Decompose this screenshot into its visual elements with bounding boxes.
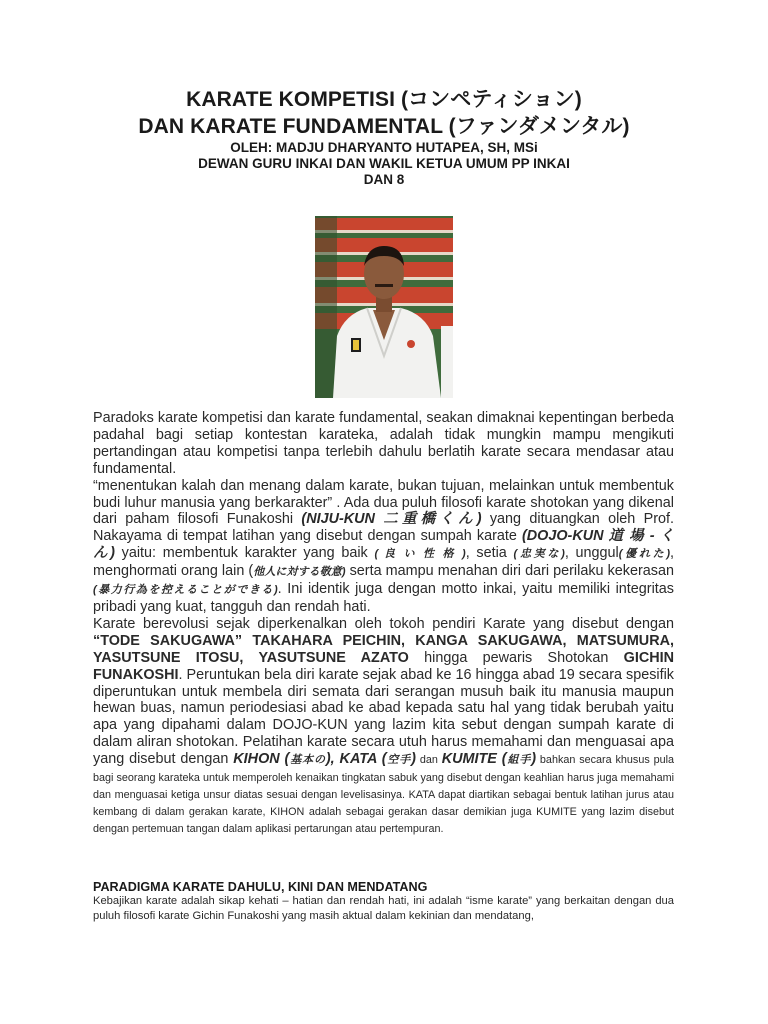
section-heading: PARADIGMA KARATE DAHULU, KINI DAN MENDATANG	[93, 880, 428, 894]
niju-kun-term: (NIJU-KUN 二重橋くん)	[301, 511, 482, 528]
paragraph-history-small: bahkan secara khusus pula bagi seorang karateka untuk memperoleh kenaikan tingkatan sabuk yang disebut dengan keahlian harus juga memahami dan menguasai ketiga unsur diatas sesuai dengan levelisasinya. KATA dapat diartikan sebagai bentuk latihan jurus atau kembang di dalam gerakan karate, KIHON adalah sebagai gerakan dasar demikian juga KUMITE yang lazim disebut dengan pertemuan tangan dalam aplikasi pertarungan atau pertempuran.	[93, 754, 675, 835]
dojo-kun-term: (DOJO-KUN 道 場 - く ん)	[93, 528, 674, 562]
title-line-2: DAN KARATE FUNDAMENTAL (ファンダメンタル)	[138, 115, 630, 138]
paragraph-history: Karate berevolusi sejak diperkenalkan oleh tokoh pendiri Karate yang disebut dengan “TODE SAKUGAWA” TAKAHARA PEICHIN, KANGA SAKUGAWA, MATSUMURA, YASUTSUNE ITOSU, YASUTSUNE AZATO hingga pewaris Shotokan GICHIN FUNAKOSHI. Peruntukan bela diri karate sejak abad ke 16 hingga abad 19 secara spesifik diperuntukan untuk membela diri semata dari serangan musuh baik itu manusia maupun hewan buas, namun periodesiasi abad ke abad kepada satu hal yang tidak berubah yaitu apa yang dipahami dalam DOJO-KUN yang lazim kita sebut dengan sumpah karate di dalam aliran shotokan. Pelatihan karate secara utuh harus memahami dan menguasai apa yang disebut dengan KIHON (基本の), KATA (空手) dan KUMITE (組手) bahkan secara khusus pula bagi seorang karateka untuk memperoleh kenaikan tingkatan sabuk yang disebut dengan keahlian harus juga memahami dan menguasai ketiga unsur diatas sesuai dengan levelisasinya. KATA dapat diartikan sebagai bentuk latihan jurus atau kembang di dalam gerakan karate, KIHON adalah sebagai gerakan dasar demikian juga KUMITE yang lazim disebut dengan pertemuan tangan dalam aplikasi pertarungan atau pertempuran.	[93, 615, 675, 835]
paragraph-intro: Paradoks karate kompetisi dan karate fundamental, seakan dimaknai kepentingan berbeda padahal bagi setiap kontestan karateka, adalah tidak mungkin mampu mengikuti pertandingan atau kompetisi tanpa terlebih dahulu berlatih karate secara mendasar atau fundamental.	[93, 410, 674, 477]
author-rank: DAN 8	[363, 172, 405, 187]
author-line: OLEH: MADJU DHARYANTO HUTAPEA, SH, MSi	[230, 140, 538, 155]
karateka-portrait-image	[315, 216, 453, 398]
section-body: Kebajikan karate adalah sikap kehati – hatian dan rendah hati, ini adalah “isme karate” yang berkaitan dengan dua puluh filosofi karate Gichin Funakoshi yang masih aktual dalam kekinian dan mendatang,	[93, 895, 674, 922]
author-photo	[315, 216, 453, 398]
article-body	[93, 410, 674, 837]
paragraph-philosophy: “menentukan kalah dan menang dalam karate, bukan tujuan, melainkan untuk membentuk budi luhur manusia yang berkarakter” . Ada dua puluh filosofi karate shotokan yang dikenal dari paham filosofi Funakoshi (NIJU-KUN 二重橋くん) yang dituangkan oleh Prof. Nakayama di tempat latihan yang disebut dengan sumpah karate (DOJO-KUN 道 場 - く ん) yaitu: membentuk karakter yang baik ( 良 い 性 格 ), setia (忠実な), unggul(優れた), menghormati orang lain (他人に対する敬意) serta mampu menahan diri dari perilaku kekerasan (暴力行為を控えることができる). Ini identik juga dengan motto inkai, yaitu memiliki integritas pribadi yang kuat, tangguh dan rendah hati.	[93, 477, 675, 615]
gichin-funakoshi-name: GICHIN FUNAKOSHI	[93, 649, 674, 683]
document-header	[0, 86, 768, 188]
founder-names: “TODE SAKUGAWA” TAKAHARA PEICHIN, KANGA SAKUGAWA, MATSUMURA, YASUTSUNE ITOSU, YASUTSUNE AZATO	[93, 632, 674, 666]
title-line-1: KARATE KOMPETISI (コンペティション)	[186, 88, 582, 111]
author-position: DEWAN GURU INKAI DAN WAKIL KETUA UMUM PP INKAI	[198, 156, 570, 171]
